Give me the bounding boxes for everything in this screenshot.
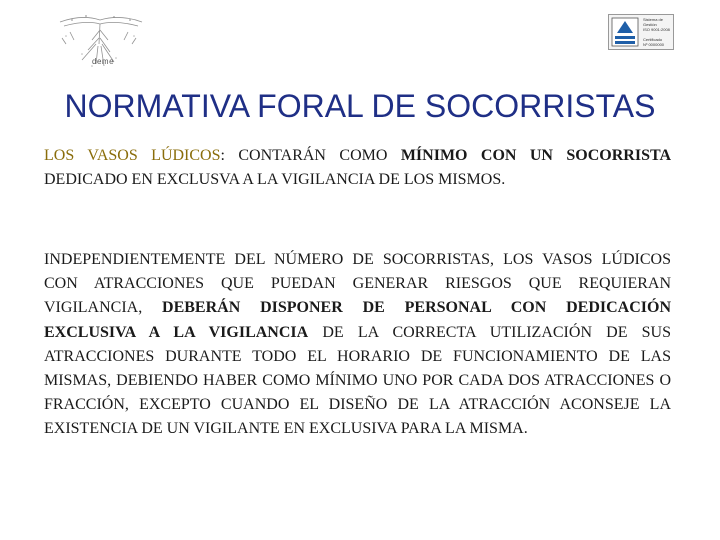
paragraph1-text2: DEDICADO EN EXCLUSVA A LA VIGILANCIA DE LOS MISMOS. xyxy=(44,171,506,189)
paragraph2-text1: INDEPENDIENTEMENTE DEL NÚMERO DE SOCORRISTAS, LOS VASOS LÚDICOS CON ATRACCIONES QUE PUEDAN GENERAR RIESGOS QUE REQUIERAN VIGILANCIA, xyxy=(44,251,671,317)
paragraph1-bold: MÍNIMO CON UN SOCORRISTA xyxy=(400,147,672,164)
paragraph-independientemente xyxy=(44,248,671,442)
tuv-certification-icon xyxy=(611,17,639,47)
paragraph2-text2: DE LA CORRECTA UTILIZACIÓN DE SUS ATRACCIONES DURANTE TODO EL HORARIO DE FUNCIONAMIENTO DE LAS MISMAS, DEBIENDO HABER COMO MÍNIMO UNO POR CADA DOS ATRACCIONES O FRACCIÓN, EXCEPTO CUANDO EL DISEÑO DE LA ATRACCIÓN ACONSEJE LA EXISTENCIA DE UN VIGILANTE EN EXCLUSIVA PARA LA MISMA. xyxy=(44,323,671,438)
certification-badge xyxy=(608,14,674,50)
page-title: NORMATIVA FORAL DE SOCORRISTAS xyxy=(64,88,656,124)
paragraph2-bold: DEBERÁN DISPONER DE PERSONAL CON DEDICACIÓN EXCLUSIVA A LA VIGILANCIA xyxy=(44,299,671,341)
paragraph1-text1: : CONTARÁN COMO xyxy=(220,147,401,164)
logo-left-text: deme xyxy=(92,57,115,66)
certification-text: Sistema de Gestión ISO 9001:2008 Certificado Nº 0000000 xyxy=(643,17,670,47)
paragraph-vasos-ludicos xyxy=(44,144,671,192)
paragraph1-lead: LOS VASOS LÚDICOS xyxy=(44,147,221,164)
